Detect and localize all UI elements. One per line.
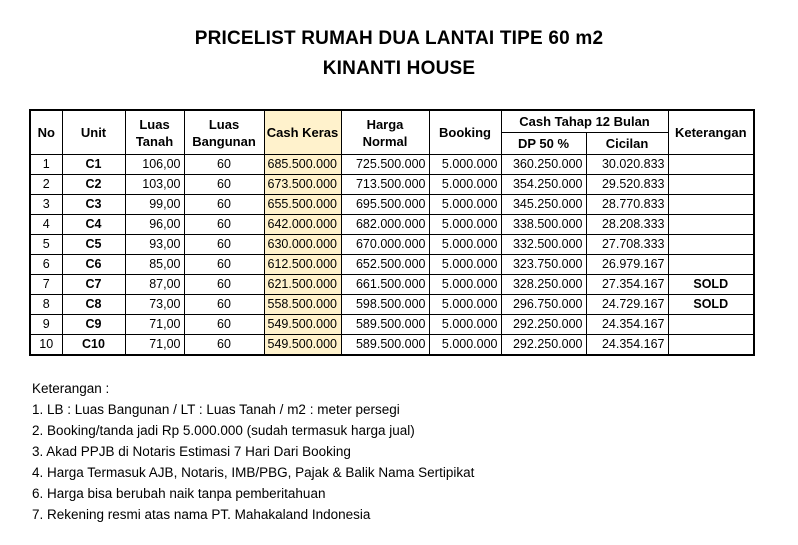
cell-cicilan: 27.354.167 [586,275,668,295]
cell-unit: C5 [62,235,125,255]
header-keterangan: Keterangan [668,110,754,155]
cell-cicilan: 24.354.167 [586,315,668,335]
header-dp: DP 50 % [501,133,586,155]
header-unit: Unit [62,110,125,155]
cell-no: 9 [30,315,62,335]
note-item: 2. Booking/tanda jadi Rp 5.000.000 (sudah termasuk harga jual) [32,423,415,438]
table-row [30,215,754,235]
cell-cash-keras: 655.500.000 [264,195,341,215]
cell-luas-bangunan: 60 [184,195,264,215]
cell-cicilan: 24.354.167 [586,335,668,356]
cell-dp: 354.250.000 [501,175,586,195]
cell-cash-keras: 558.500.000 [264,295,341,315]
cell-unit: C1 [62,155,125,175]
cell-no: 2 [30,175,62,195]
cell-no: 5 [30,235,62,255]
cell-harga-normal: 725.500.000 [341,155,429,175]
cell-harga-normal: 713.500.000 [341,175,429,195]
notes-heading: Keterangan : [32,381,110,396]
cell-luas-bangunan: 60 [184,175,264,195]
cell-unit: C7 [62,275,125,295]
header-cicilan: Cicilan [586,133,668,155]
cell-keterangan [668,335,754,356]
cell-dp: 332.500.000 [501,235,586,255]
cell-dp: 338.500.000 [501,215,586,235]
page-title: PRICELIST RUMAH DUA LANTAI TIPE 60 m2 [194,28,604,49]
cell-harga-normal: 589.500.000 [341,315,429,335]
cell-unit: C10 [62,335,125,356]
table-row [30,195,754,215]
cell-harga-normal: 682.000.000 [341,215,429,235]
table-row [30,155,754,175]
cell-luas-tanah: 99,00 [125,195,184,215]
cell-cicilan: 30.020.833 [586,155,668,175]
cell-luas-tanah: 93,00 [125,235,184,255]
table-row [30,235,754,255]
cell-booking: 5.000.000 [429,315,501,335]
cell-keterangan [668,235,754,255]
table-row [30,335,754,356]
cell-luas-bangunan: 60 [184,215,264,235]
cell-dp: 328.250.000 [501,275,586,295]
cell-booking: 5.000.000 [429,295,501,315]
cell-luas-bangunan: 60 [184,235,264,255]
cell-cicilan: 29.520.833 [586,175,668,195]
cell-cicilan: 24.729.167 [586,295,668,315]
cell-harga-normal: 661.500.000 [341,275,429,295]
cell-unit: C6 [62,255,125,275]
cell-luas-tanah: 87,00 [125,275,184,295]
cell-cicilan: 28.770.833 [586,195,668,215]
header-no: No [30,110,62,155]
cell-cash-keras: 642.000.000 [264,215,341,235]
cell-booking: 5.000.000 [429,195,501,215]
cell-keterangan [668,155,754,175]
cell-booking: 5.000.000 [429,215,501,235]
notes-section [32,378,474,525]
cell-harga-normal: 670.000.000 [341,235,429,255]
cell-unit: C9 [62,315,125,335]
cell-cash-keras: 549.500.000 [264,335,341,356]
cell-harga-normal: 695.500.000 [341,195,429,215]
cell-unit: C4 [62,215,125,235]
cell-no: 6 [30,255,62,275]
cell-booking: 5.000.000 [429,235,501,255]
cell-cash-keras: 612.500.000 [264,255,341,275]
table-row [30,175,754,195]
cell-dp: 292.250.000 [501,335,586,356]
price-table [29,109,755,356]
header-luas-bangunan: Luas Bangunan [184,110,264,155]
cell-no: 1 [30,155,62,175]
cell-cash-keras: 630.000.000 [264,235,341,255]
table-row [30,275,754,295]
note-item: 6. Harga bisa berubah naik tanpa pemberitahuan [32,486,326,501]
cell-harga-normal: 598.500.000 [341,295,429,315]
cell-luas-bangunan: 60 [184,315,264,335]
cell-luas-tanah: 96,00 [125,215,184,235]
cell-luas-bangunan: 60 [184,275,264,295]
header-booking: Booking [429,110,501,155]
cell-keterangan [668,255,754,275]
cell-luas-tanah: 73,00 [125,295,184,315]
cell-luas-tanah: 85,00 [125,255,184,275]
note-item: 3. Akad PPJB di Notaris Estimasi 7 Hari Dari Booking [32,444,351,459]
cell-keterangan: SOLD [668,295,754,315]
cell-no: 3 [30,195,62,215]
cell-dp: 360.250.000 [501,155,586,175]
cell-keterangan: SOLD [668,275,754,295]
page-subtitle: KINANTI HOUSE [322,58,476,79]
header-cash-keras: Cash Keras [264,110,341,155]
cell-luas-bangunan: 60 [184,295,264,315]
cell-keterangan [668,215,754,235]
cell-unit: C2 [62,175,125,195]
cell-dp: 292.250.000 [501,315,586,335]
header-cash-tahap: Cash Tahap 12 Bulan [501,110,668,133]
header-luas-tanah: Luas Tanah [125,110,184,155]
cell-cicilan: 26.979.167 [586,255,668,275]
cell-keterangan [668,175,754,195]
cell-dp: 296.750.000 [501,295,586,315]
cell-keterangan [668,315,754,335]
cell-unit: C3 [62,195,125,215]
table-row [30,315,754,335]
cell-no: 10 [30,335,62,356]
cell-booking: 5.000.000 [429,175,501,195]
cell-booking: 5.000.000 [429,275,501,295]
cell-dp: 345.250.000 [501,195,586,215]
cell-cicilan: 27.708.333 [586,235,668,255]
cell-cash-keras: 673.500.000 [264,175,341,195]
note-item: 1. LB : Luas Bangunan / LT : Luas Tanah / m2 : meter persegi [32,402,400,417]
cell-luas-bangunan: 60 [184,255,264,275]
cell-luas-tanah: 106,00 [125,155,184,175]
cell-booking: 5.000.000 [429,255,501,275]
cell-booking: 5.000.000 [429,335,501,356]
cell-keterangan [668,195,754,215]
table-row [30,295,754,315]
cell-dp: 323.750.000 [501,255,586,275]
cell-no: 8 [30,295,62,315]
cell-luas-tanah: 71,00 [125,315,184,335]
cell-harga-normal: 589.500.000 [341,335,429,356]
cell-no: 7 [30,275,62,295]
cell-luas-tanah: 71,00 [125,335,184,356]
table-row [30,255,754,275]
header-harga-normal: Harga Normal [341,110,429,155]
cell-luas-tanah: 103,00 [125,175,184,195]
cell-unit: C8 [62,295,125,315]
cell-harga-normal: 652.500.000 [341,255,429,275]
cell-cash-keras: 621.500.000 [264,275,341,295]
cell-cash-keras: 685.500.000 [264,155,341,175]
cell-cicilan: 28.208.333 [586,215,668,235]
cell-booking: 5.000.000 [429,155,501,175]
cell-cash-keras: 549.500.000 [264,315,341,335]
cell-luas-bangunan: 60 [184,155,264,175]
note-item: 7. Rekening resmi atas nama PT. Mahakaland Indonesia [32,507,371,522]
cell-no: 4 [30,215,62,235]
note-item: 4. Harga Termasuk AJB, Notaris, IMB/PBG, Pajak & Balik Nama Sertipikat [32,465,475,480]
cell-luas-bangunan: 60 [184,335,264,356]
